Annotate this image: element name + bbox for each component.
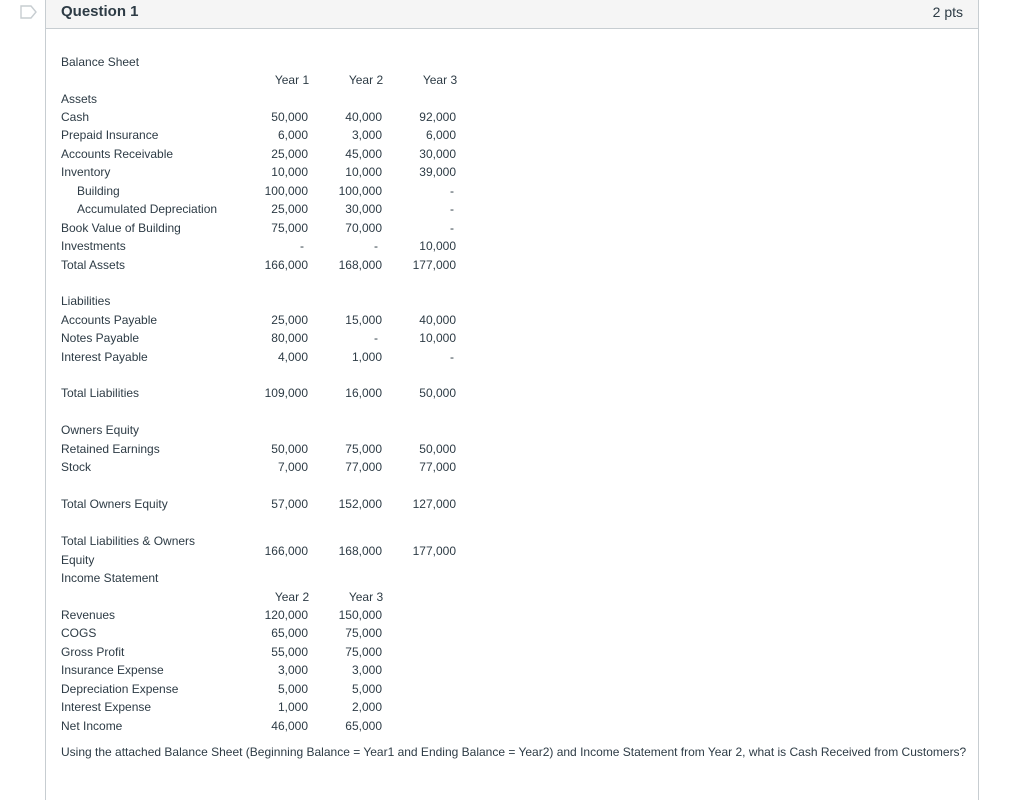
cell: 10,000 xyxy=(345,165,382,179)
bs-header-year3: Year 3 xyxy=(422,73,458,87)
cell: 152,000 xyxy=(338,497,382,511)
income-statement-title: Income Statement xyxy=(61,571,159,585)
row-label: Revenues xyxy=(61,608,116,622)
cell: 166,000 xyxy=(264,544,308,558)
cell: - xyxy=(450,202,454,216)
row-label: COGS xyxy=(61,626,97,640)
cell: 55,000 xyxy=(271,645,308,659)
cell: 15,000 xyxy=(345,313,382,327)
row-label: Total Owners Equity xyxy=(61,497,168,511)
is-header-year2: Year 2 xyxy=(274,590,310,604)
cell: 7,000 xyxy=(277,460,308,474)
balance-sheet-title: Balance Sheet xyxy=(61,55,140,69)
bookmark-flag-icon[interactable] xyxy=(20,5,38,19)
cell: 166,000 xyxy=(264,258,308,272)
cell: 1,000 xyxy=(277,700,308,714)
section-assets: Assets xyxy=(61,92,98,106)
row-label: Notes Payable xyxy=(61,331,140,345)
row-label: Inventory xyxy=(61,165,111,179)
row-label: Interest Payable xyxy=(61,350,148,364)
question-card xyxy=(45,0,979,800)
section-liabilities: Liabilities xyxy=(61,294,111,308)
cell: 10,000 xyxy=(419,331,456,345)
cell: 30,000 xyxy=(345,202,382,216)
row-label: Total Liabilities & Owners xyxy=(61,534,196,548)
cell: 40,000 xyxy=(419,313,456,327)
row-label: Building xyxy=(77,184,120,198)
cell: 50,000 xyxy=(271,110,308,124)
cell: 2,000 xyxy=(351,700,382,714)
row-label: Cash xyxy=(61,110,90,124)
row-label: Prepaid Insurance xyxy=(61,128,159,142)
bs-header-year1: Year 1 xyxy=(274,73,310,87)
row-label: Net Income xyxy=(61,719,123,733)
cell: 120,000 xyxy=(264,608,308,622)
cell: - xyxy=(300,239,304,253)
cell: 1,000 xyxy=(351,350,382,364)
cell: 168,000 xyxy=(338,544,382,558)
row-label: Accounts Receivable xyxy=(61,147,174,161)
cell: 10,000 xyxy=(271,165,308,179)
cell: 50,000 xyxy=(419,386,456,400)
cell: 168,000 xyxy=(338,258,382,272)
cell: - xyxy=(450,350,454,364)
cell: 6,000 xyxy=(277,128,308,142)
cell: 127,000 xyxy=(412,497,456,511)
cell: - xyxy=(374,239,378,253)
cell: 6,000 xyxy=(425,128,456,142)
section-owners-equity: Owners Equity xyxy=(61,423,140,437)
cell: 75,000 xyxy=(345,645,382,659)
cell: 16,000 xyxy=(345,386,382,400)
row-label: Investments xyxy=(61,239,126,253)
is-header-year3: Year 3 xyxy=(348,590,384,604)
row-label: Stock xyxy=(61,460,92,474)
cell: - xyxy=(374,331,378,345)
cell: 77,000 xyxy=(345,460,382,474)
row-label: Retained Earnings xyxy=(61,442,160,456)
cell: 25,000 xyxy=(271,313,308,327)
question-points: 2 pts xyxy=(932,4,963,20)
cell: 92,000 xyxy=(419,110,456,124)
bs-header-year2: Year 2 xyxy=(348,73,384,87)
row-label-cont: Equity xyxy=(61,553,95,567)
cell: 57,000 xyxy=(271,497,308,511)
cell: 40,000 xyxy=(345,110,382,124)
row-label: Book Value of Building xyxy=(61,221,181,235)
cell: 5,000 xyxy=(351,682,382,696)
cell: 77,000 xyxy=(419,460,456,474)
question-title: Question 1 xyxy=(61,3,139,20)
cell: 3,000 xyxy=(351,128,382,142)
row-label: Total Liabilities xyxy=(61,386,140,400)
question-header xyxy=(46,0,978,29)
cell: - xyxy=(450,184,454,198)
cell: 65,000 xyxy=(345,719,382,733)
cell: 46,000 xyxy=(271,719,308,733)
question-prompt: Using the attached Balance Sheet (Beginning Balance = Year1 and Ending Balance = Year2) and Income Statement from Year 2, what is Cash Received from Customers? xyxy=(61,745,967,759)
cell: 3,000 xyxy=(351,663,382,677)
cell: - xyxy=(450,221,454,235)
cell: 100,000 xyxy=(264,184,308,198)
cell: 5,000 xyxy=(277,682,308,696)
cell: 30,000 xyxy=(419,147,456,161)
cell: 10,000 xyxy=(419,239,456,253)
cell: 177,000 xyxy=(412,258,456,272)
cell: 177,000 xyxy=(412,544,456,558)
cell: 75,000 xyxy=(271,221,308,235)
row-label: Accounts Payable xyxy=(61,313,158,327)
cell: 50,000 xyxy=(271,442,308,456)
cell: 75,000 xyxy=(345,626,382,640)
cell: 75,000 xyxy=(345,442,382,456)
cell: 150,000 xyxy=(338,608,382,622)
cell: 3,000 xyxy=(277,663,308,677)
cell: 45,000 xyxy=(345,147,382,161)
cell: 100,000 xyxy=(338,184,382,198)
cell: 65,000 xyxy=(271,626,308,640)
row-label: Gross Profit xyxy=(61,645,125,659)
cell: 25,000 xyxy=(271,202,308,216)
cell: 50,000 xyxy=(419,442,456,456)
row-label: Accumulated Depreciation xyxy=(77,202,218,216)
cell: 80,000 xyxy=(271,331,308,345)
row-label: Depreciation Expense xyxy=(61,682,179,696)
row-label: Insurance Expense xyxy=(61,663,164,677)
cell: 4,000 xyxy=(277,350,308,364)
row-label: Total Assets xyxy=(61,258,126,272)
cell: 39,000 xyxy=(419,165,456,179)
cell: 70,000 xyxy=(345,221,382,235)
row-label: Interest Expense xyxy=(61,700,152,714)
cell: 109,000 xyxy=(264,386,308,400)
cell: 25,000 xyxy=(271,147,308,161)
